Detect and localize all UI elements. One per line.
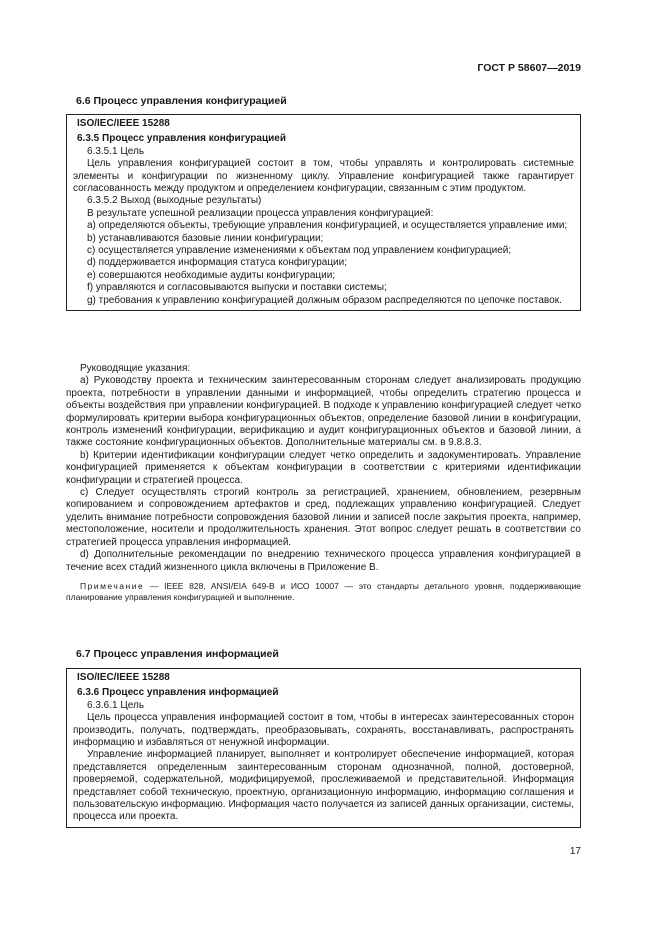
quote-standard-label: ISO/IEC/IEEE 15288 xyxy=(77,118,170,129)
paragraph: Управление информацией планирует, выполняет и контролирует обеспечение информацией, которая представляется определенным заинтересованным сторонам однозначной, полной, достоверной, проверяемой, содержательной, модифицируемой, прослеживаемой и представительной. Информация представляет собой техническую, проектную, организационную информацию, информацию соглашения и пользовательскую информацию. Информация часто получается из записей данных организации, системы, процесса или проекта. xyxy=(73,749,574,823)
note-label: Примечание xyxy=(80,580,145,591)
guidance-block xyxy=(66,363,581,603)
clause-heading: 6.3.6.1 Цель xyxy=(87,699,145,711)
paragraph: Цель управления конфигурацией состоит в том, чтобы управлять и контролировать системные элементы и конфигурации по жизненному циклу. Управление конфигурацией также гарантирует согласованность между продуктом и определением конфигурации, связанным с этим продуктом. xyxy=(73,158,574,195)
clause-heading: 6.3.5.1 Цель xyxy=(87,145,145,157)
guidance-item: a) Руководству проекта и техническим заинтересованным сторонам следует анализировать продукцию проекта, потребности в управлении данными и информацией, чтобы определить стратегию процесса и объекты воздействия при управлении конфигурацией. В подходе к управлению конфигурацией следует четко формулировать критерии выбора конфигурационных объектов, определение базовой линии в конфигурации, контроль изменений конфигурации, верификацию и аудит конфигурационных объектов и базовой линии, а также состояние конфигурационных объектов. Дополнительные материалы см. в 9.8.8.3. xyxy=(66,375,581,449)
quote-box-15288-info xyxy=(66,668,581,828)
quote-standard-label: ISO/IEC/IEEE 15288 xyxy=(77,672,170,683)
paragraph: Цель процесса управления информацией состоит в том, чтобы в интересах заинтересованных сторон производить, получать, подтверждать, преобразовывать, сохранять, восстанавливать, распространять информацию и избавляться от ненужной информации. xyxy=(73,712,574,749)
guidance-item: b) Критерии идентификации конфигурации следует четко определить и задокументировать. Управление конфигурацией применяется к объектам конфигурации в соответствии с критериями идентификации конфигурации и стратегией процесса. xyxy=(66,449,581,486)
quote-box-15288-config xyxy=(66,114,581,311)
guidance-item: c) Следует осуществлять строгий контроль за регистрацией, хранением, обновлением, резервным копированием и сопровождением артефактов и сред, подлежащих управлению конфигурацией. Следует уделить внимание потребности сопровождения базовой линии и записей после закрытия проекта, например, местоположение, носители и продолжительность хранения. Этот вопрос следует решать в соответствии со стратегией процесса управления информацией. xyxy=(66,487,581,548)
list-item: c) осуществляется управление изменениями к объектам под управлением конфигурацией; xyxy=(87,245,512,257)
paragraph: В результате успешной реализации процесса управления конфигурацией: xyxy=(87,207,434,219)
list-item: d) поддерживается информация статуса конфигурации; xyxy=(87,257,347,269)
guidance-item: d) Дополнительные рекомендации по внедрению технического процесса управления конфигурацией в течение всех стадий жизненного цикла включены в Приложение В. xyxy=(66,549,581,573)
quote-subtitle: 6.3.5 Процесс управления конфигурацией xyxy=(77,133,286,145)
guidance-heading: Руководящие указания: xyxy=(80,363,191,374)
list-item: g) требования к управлению конфигурацией должным образом распределяются по цепочке поставок. xyxy=(87,294,562,306)
note xyxy=(66,581,581,603)
page-number: 17 xyxy=(569,846,581,857)
section-6-6-title: 6.6 Процесс управления конфигурацией xyxy=(76,95,287,107)
list-item: a) определяются объекты, требующие управления конфигурацией, и осуществляется управление ими; xyxy=(87,220,568,232)
note-text: — IEEE 828, ANSI/EIA 649-B и ИСО 10007 — это стандарты детального уровня, поддерживающие планирование управления конфигурацией и выполнение. xyxy=(66,580,581,602)
standard-code-header: ГОСТ Р 58607—2019 xyxy=(477,62,581,74)
list-item: f) управляются и согласовываются выпуски и поставки системы; xyxy=(87,282,387,294)
list-item: b) устанавливаются базовые линии конфигурации; xyxy=(87,232,324,244)
quote-subtitle: 6.3.6 Процесс управления информацией xyxy=(77,687,279,699)
clause-heading: 6.3.5.2 Выход (выходные результаты) xyxy=(87,195,262,207)
list-item: e) совершаются необходимые аудиты конфигурации; xyxy=(87,269,336,281)
section-6-7-title: 6.7 Процесс управления информацией xyxy=(76,648,279,660)
